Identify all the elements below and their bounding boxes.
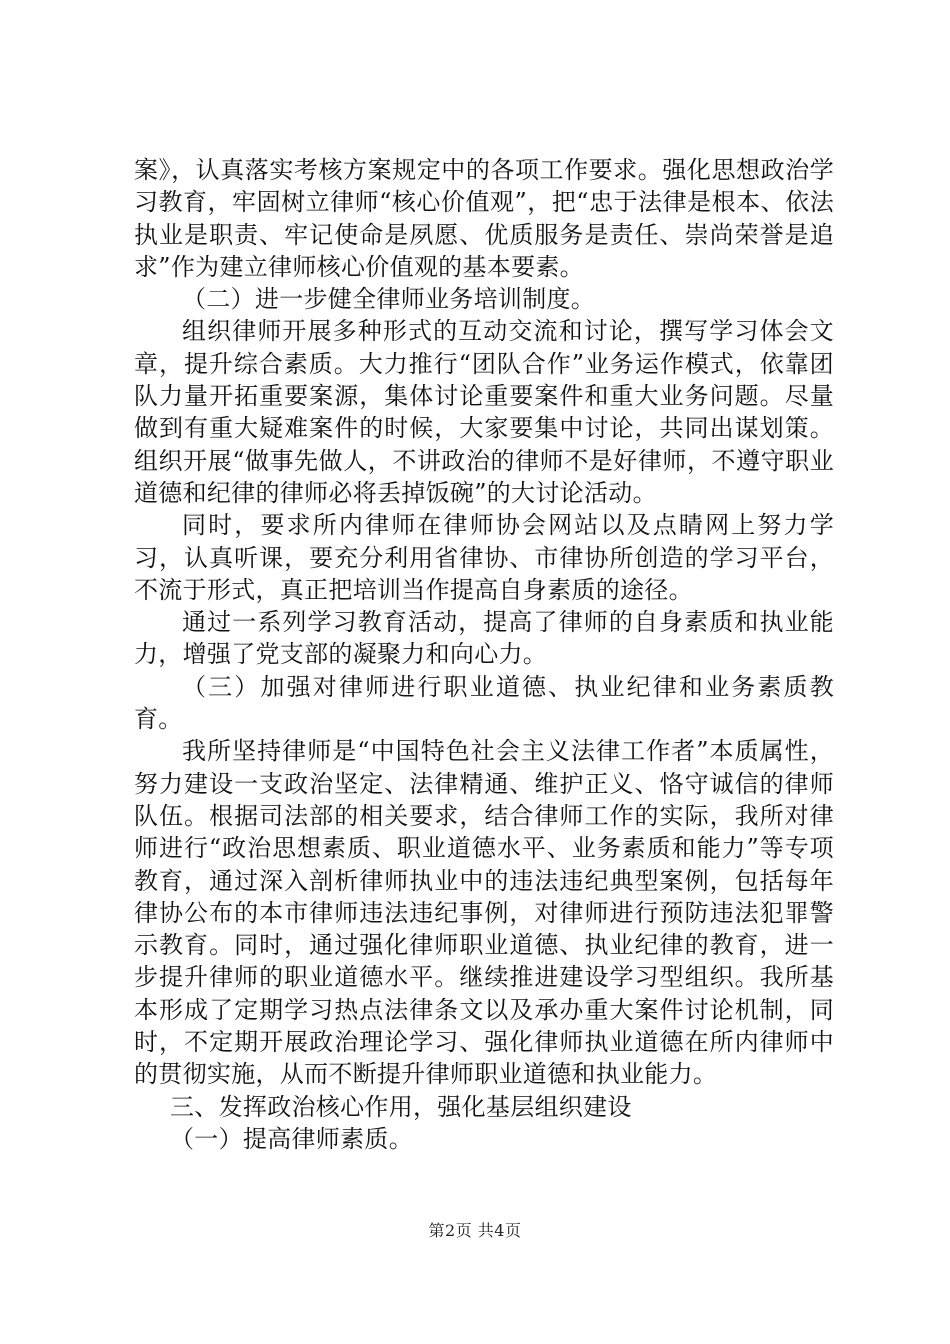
document-body [134, 154, 834, 1155]
subheading-training-system: （二）进一步健全律师业务培训制度。 [182, 285, 596, 314]
paragraph-online-learning: 同时，要求所内律师在律师协会网站以及点睛网上努力学习，认真听课，要充分利用省律协、市律协所创造的学习平台，不流于形式，真正把培训当作提高自身素质的途径。 [134, 511, 834, 604]
subheading-ethics-education: （三）加强对律师进行职业道德、执业纪律和业务素质教育。 [134, 672, 834, 734]
paragraph-interactive-exchange: 组织律师开展多种形式的互动交流和讨论，撰写学习体会文章，提升综合素质。大力推行“团队合作”业务运作模式，依靠团队力量开拓重要案源，集体讨论重要案件和重大业务问题。尽量做到有重大疑难案件的时候，大家要集中讨论，共同出谋划策。组织开展“做事先做人，不讲政治的律师不是好律师，不遵守职业道德和纪律的律师必将丢掉饭碗”的大讨论活动。 [134, 317, 834, 507]
subheading-improve-quality: （一）提高律师素质。 [170, 1124, 413, 1153]
paragraph-education-result: 通过一系列学习教育活动，提高了律师的自身素质和执业能力，增强了党支部的凝聚力和向心力。 [134, 608, 834, 669]
page-footer: 第2页 共4页 [428, 1221, 522, 1240]
paragraph-lawyer-team: 我所坚持律师是“中国特色社会主义法律工作者”本质属性，努力建设一支政治坚定、法律精通、维护正义、恪守诚信的律师队伍。根据司法部的相关要求，结合律师工作的实际，我所对律师进行“政治思想素质、职业道德水平、业务素质和能力”等专项教育，通过深入剖析律师执业中的违法违纪典型案例，包括每年律协公布的本市律师违法违纪事例，对律师进行预防违法犯罪警示教育。同时，通过强化律师职业道德、执业纪律的教育，进一步提升律师的职业道德水平。继续推进建设学习型组织。我所基本形成了定期学习热点法律条文以及承办重大案件讨论机制，同时，不定期开展政治理论学习、强化律师执业道德在所内律师中的贯彻实施，从而不断提升律师职业道德和执业能力。 [134, 737, 834, 1089]
section-heading-political-core: 三、发挥政治核心作用，强化基层组织建设 [170, 1092, 632, 1121]
paragraph-continuation: 案》，认真落实考核方案规定中的各项工作要求。强化思想政治学习教育，牢固树立律师“核心价值观”，把“忠于法律是根本、依法执业是职责、牢记使命是夙愿、优质服务是责任、崇尚荣誉是追求”作为建立律师核心价值观的基本要素。 [134, 156, 834, 281]
